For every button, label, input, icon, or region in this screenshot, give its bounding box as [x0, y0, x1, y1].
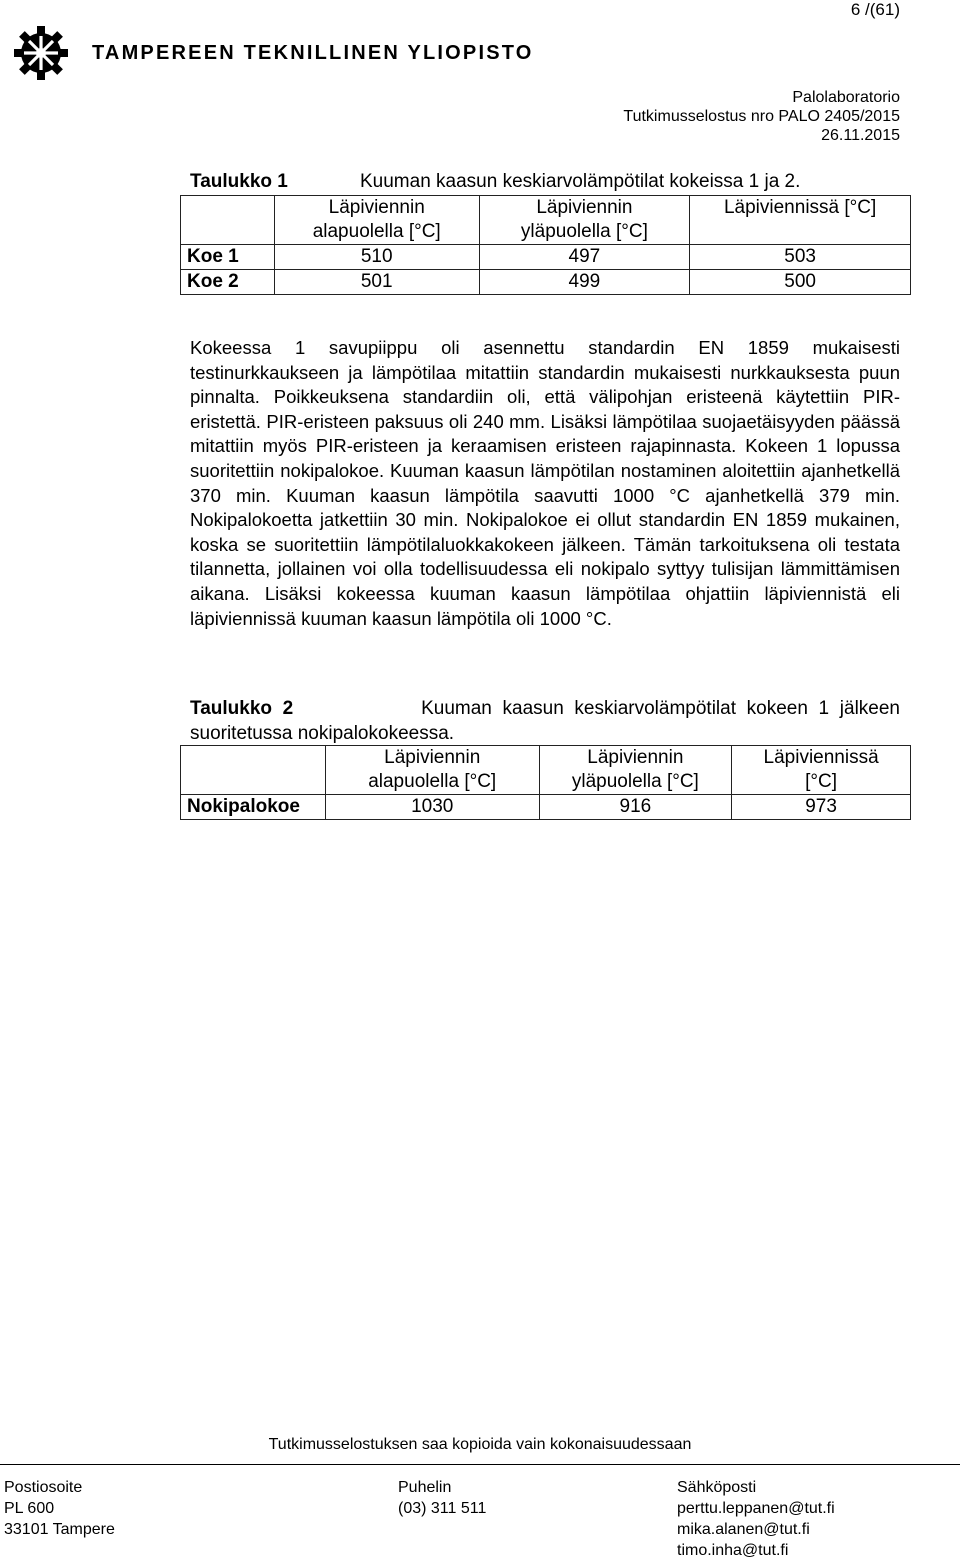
- column-header: Läpiviennin yläpuolella [°C]: [539, 746, 732, 795]
- phone-number: (03) 311 511: [398, 1500, 487, 1517]
- table-cell: 510: [274, 245, 479, 270]
- lab-name: Palolaboratorio: [792, 89, 900, 106]
- address-title: Postiosoite: [4, 1479, 83, 1496]
- empty-cell: [181, 746, 326, 795]
- row-label: Koe 2: [181, 270, 275, 295]
- phone-title: Puhelin: [398, 1479, 452, 1496]
- copy-notice: Tutkimusselostuksen saa kopioida vain kokonaisuudessaan: [268, 1436, 692, 1453]
- email-link[interactable]: timo.inha@tut.fi: [677, 1542, 789, 1559]
- table-cell: 1030: [325, 795, 539, 820]
- table-header-row: [181, 196, 911, 245]
- footer-address: [4, 1477, 115, 1540]
- report-date: 26.11.2015: [821, 127, 900, 144]
- table-header-row: [181, 746, 911, 795]
- empty-cell: [181, 196, 275, 245]
- column-header: Läpiviennin alapuolella [°C]: [325, 746, 539, 795]
- email-link[interactable]: perttu.leppanen@tut.fi: [677, 1500, 835, 1517]
- table-row: [181, 795, 911, 820]
- table-cell: 503: [690, 245, 911, 270]
- table1: [180, 195, 911, 295]
- table-row: [181, 245, 911, 270]
- table1-caption-label: Taulukko 1: [190, 171, 288, 192]
- table-cell: 497: [479, 245, 690, 270]
- table-cell: 501: [274, 270, 479, 295]
- column-header: Läpiviennissä [°C]: [690, 196, 911, 245]
- page-number: 6 /(61): [850, 0, 900, 19]
- column-header: Läpiviennin yläpuolella [°C]: [479, 196, 690, 245]
- table2: [180, 745, 911, 820]
- address-line: 33101 Tampere: [4, 1521, 115, 1538]
- footer-phone: [398, 1477, 486, 1519]
- column-header: Läpiviennin alapuolella [°C]: [274, 196, 479, 245]
- university-name: TAMPEREEN TEKNILLINEN YLIOPISTO: [92, 42, 534, 64]
- row-label: Koe 1: [181, 245, 275, 270]
- row-label: Nokipalokoe: [181, 795, 326, 820]
- table2-caption-label: Taulukko 2: [190, 698, 294, 719]
- footer-divider: [0, 1464, 960, 1465]
- table1-caption-text: Kuuman kaasun keskiarvolämpötilat kokeissa 1 ja 2.: [360, 171, 801, 192]
- table1-caption: [190, 171, 801, 193]
- address-line: PL 600: [4, 1500, 55, 1517]
- column-header: Läpiviennissä [°C]: [732, 746, 911, 795]
- report-header: [623, 88, 900, 145]
- footer-email: [677, 1477, 835, 1561]
- table-cell: 500: [690, 270, 911, 295]
- table-cell: 916: [539, 795, 732, 820]
- email-link[interactable]: mika.alanen@tut.fi: [677, 1521, 810, 1538]
- body-paragraph: Kokeessa 1 savupiippu oli asennettu standardin EN 1859 mukaisesti testinurkkaukseen ja lämpötilaa mitattiin standardin mukaisesti nurkkauksesta puun pinnalta. Poikkeuksena standardiin oli, että välipohjan eristeenä käytettiin PIR-eristettä. PIR-eristeen paksuus oli 240 mm. Lisäksi lämpötilaa suojaetäisyyden päässä mitattiin myös PIR-eristeen ja keraamisen eristeen rajapinnasta. Kokeen 1 lopussa suoritettiin nokipalokoe. Kuuman kaasun lämpötilan nostaminen aloitettiin ajanhetkellä 370 min. Kuuman kaasun lämpötila saavutti 1000 °C ajanhetkellä 379 min. Nokipalokoetta jatkettiin 30 min. Nokipalokoe ei ollut standardin EN 1859 mukainen, koska se suoritettiin lämpötilaluokkakokeen jälkeen. Tämän tarkoituksena oli testata tilannetta, jollainen voi olla todellisuudessa eli nokipalo syttyy tulisijan lämmittämisen aikana. Lisäksi kokeessa kuuman kaasun lämpötilaa ohjattiin läpiviennistä eli läpiviennissä kuuman kaasun lämpötila oli 1000 °C.: [190, 337, 900, 629]
- email-title: Sähköposti: [677, 1479, 757, 1496]
- report-number: Tutkimusselostus nro PALO 2405/2015: [623, 108, 900, 125]
- table2-caption: [190, 696, 900, 746]
- table2-caption-text: Kuuman kaasun keskiarvolämpötilat kokeen 1 jälkeen suoritetussa nokipalokokeessa.: [190, 698, 900, 744]
- table-cell: 973: [732, 795, 911, 820]
- university-logo-gear-icon: [8, 20, 74, 86]
- table-row: [181, 270, 911, 295]
- table-cell: 499: [479, 270, 690, 295]
